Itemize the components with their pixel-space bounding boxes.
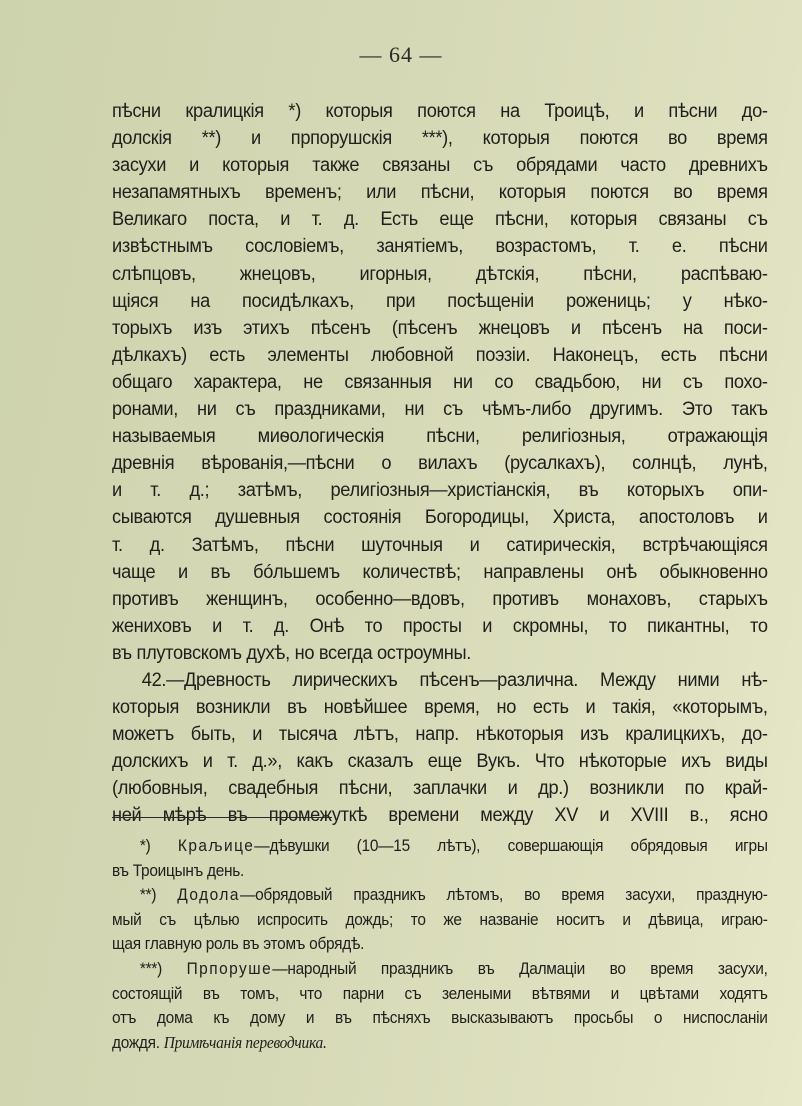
text-line: въ плутовскомъ духѣ, но всегда остроумны. [112, 641, 472, 664]
footnote-line: дождя. Примѣчанія переводчика. [112, 1032, 327, 1052]
text-line: сываются душевныя состоянія Богородицы, Христа, апостоловъ и [112, 506, 768, 529]
footnote-line: мый съ цѣлью испросить дождь; то же названіе носитъ и дѣвица, играю- [112, 909, 768, 929]
section-42-start: 42.—Древность лирическихъ пѣсенъ—различна. Между ними нѣ- [141, 668, 768, 691]
text-line: т. д. Затѣмъ, пѣсни шуточныя и сатирическія, встрѣчающіяся [112, 533, 768, 556]
text-line: и т. д.; затѣмъ, религіозныя—христіанскія, въ которыхъ опи- [112, 479, 768, 502]
text-line: долскихъ и т. д.», какъ сказалъ еще Вукъ. Что нѣкоторые ихъ виды [112, 750, 768, 773]
text-line: извѣстнымъ сословіемъ, занятіемъ, возрастомъ, т. е. пѣсни [112, 235, 768, 258]
text-line: щіяся на посидѣлкахъ, при посѣщеніи рожениць; у нѣко- [112, 289, 768, 312]
footnote-term: Краљице [177, 836, 255, 855]
text-line: древнія вѣрованія,—пѣсни о вилахъ (русалкахъ), солнцѣ, лунѣ, [112, 452, 768, 475]
footnote-line: щая главную роль въ этомъ обрядѣ. [112, 934, 365, 954]
footnote-line: въ Троицынъ день. [112, 860, 245, 880]
text-line: слѣпцовъ, жнецовъ, игорныя, дѣтскія, пѣсни, распѣваю- [112, 262, 768, 285]
footnote-term: Додола [177, 885, 240, 905]
footnote-3: ***) Прпоруше—народный праздникъ въ Далмаціи во время засухи, [139, 958, 768, 978]
text-line: чаще и въ бóльшемъ количествѣ; направлены онѣ обыкновенно [112, 560, 768, 583]
text-line: называемыя миѳологическія пѣсни, религіозныя, отражающія [112, 425, 768, 448]
text-line: пѣсни кралицкія *) которыя поются на Троицѣ, и пѣсни до- [112, 100, 768, 122]
text-line: дѣлкахъ) есть элементы любовной поэзіи. Наконецъ, есть пѣсни [112, 343, 768, 366]
footnotes [112, 834, 768, 1055]
text-line: общаго характера, не связанныя ни со свадьбою, ни съ похо- [112, 370, 768, 393]
text-line: засухи и которыя также связаны съ обрядами часто древнихъ [112, 154, 768, 177]
text-line: ней мѣрѣ въ промежуткѣ времени между XV и XVIII в., ясно [112, 804, 768, 827]
text-line: долскія **) и прпорушскія ***), которыя поются во время [112, 127, 768, 150]
text-line: незапамятныхъ временъ; или пѣсни, которыя поются во время [112, 181, 768, 204]
main-text [112, 98, 768, 830]
footnote-divider [112, 817, 332, 818]
text-line: (любовныя, свадебныя пѣсни, заплачки и др.) возникли по край- [112, 777, 768, 800]
text-line: противъ женщинъ, особенно—вдовъ, противъ монаховъ, старыхъ [112, 587, 768, 610]
text-line: жениховъ и т. д. Онѣ то просты и скромны, то пикантны, то [112, 614, 768, 637]
footnote-2: **) Додола—обрядовый праздникъ лѣтомъ, во время засухи, праздную- [139, 885, 768, 905]
footnote-term: Прпоруше [186, 958, 273, 978]
footnote-line: отъ дома къ дому и въ пѣсняхъ высказываютъ просьбы о ниспосланіи [112, 1008, 768, 1028]
footnote-1: *) Краљице—дѣвушки (10—15 лѣтъ), совершающія обрядовыя игры [139, 836, 768, 855]
translator-note: Примѣчанія переводчика. [163, 1032, 327, 1052]
text-line: ронами, ни съ праздниками, ни съ чѣмъ-либо другимъ. Это такъ [112, 398, 768, 421]
footnote-line: состоящій въ томъ, что парни съ зелеными вѣтвями и цвѣтами ходятъ [112, 983, 768, 1003]
text-line: можетъ быть, и тысяча лѣтъ, напр. нѣкоторыя изъ кралицкихъ, до- [112, 723, 768, 746]
text-line: Великаго поста, и т. д. Есть еще пѣсни, которыя связаны съ [112, 208, 768, 231]
page-number: — 64 — [359, 42, 443, 67]
text-line: которыя возникли въ новѣйшее время, но есть и такія, «которымъ, [112, 696, 768, 719]
text-line: торыхъ изъ этихъ пѣсенъ (пѣсенъ жнецовъ и пѣсенъ на поси- [112, 316, 768, 339]
